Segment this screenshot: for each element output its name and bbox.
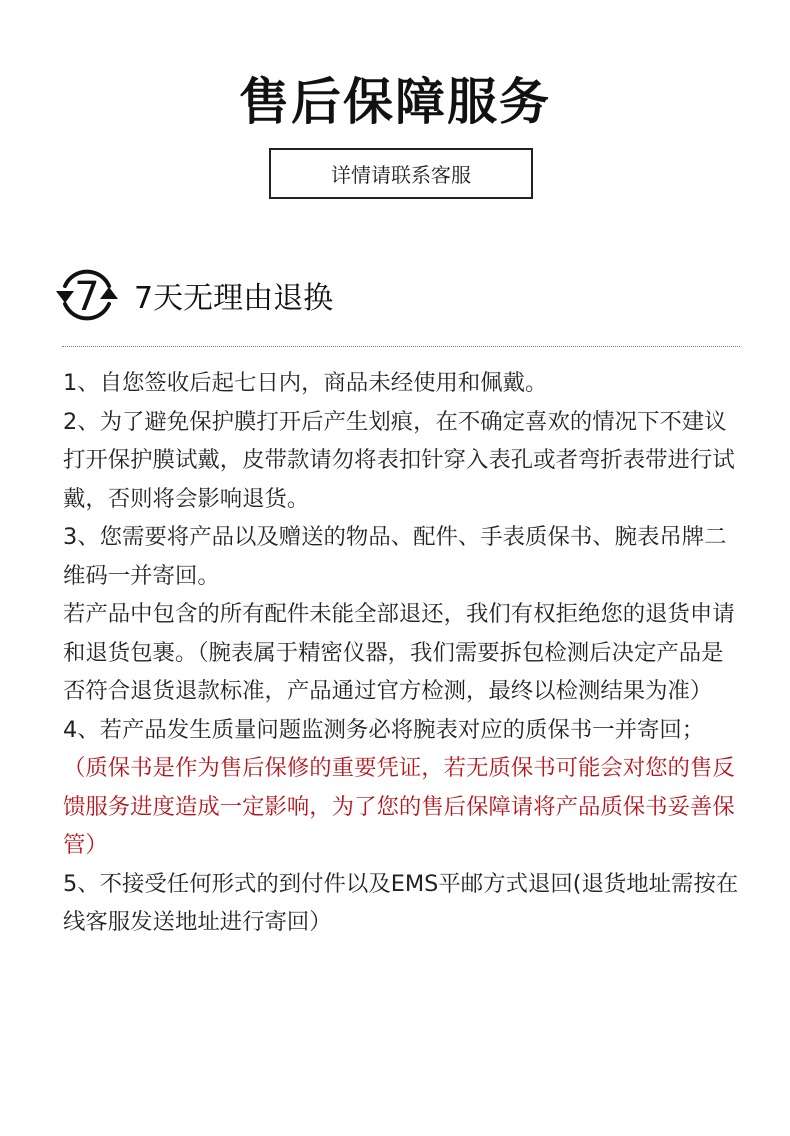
term-3: 3、您需要将产品以及赠送的物品、配件、手表质保书、腕表吊牌二维码一并寄回。	[63, 524, 727, 589]
contact-service-button[interactable]: 详情请联系客服	[269, 148, 533, 199]
term-2: 2、为了避免保护膜打开后产生划痕，在不确定喜欢的情况下不建议打开保护膜试戴，皮带款请勿将表扣针穿入表孔或者弯折表带进行试戴，否则将会影响退货。	[63, 408, 735, 512]
seven-day-return-icon	[52, 260, 122, 330]
term-3-note: 若产品中包含的所有配件未能全部退还，我们有权拒绝您的退货申请和退货包裹。（腕表属于精密仪器，我们需要拆包检测后决定产品是否符合退货退款标准，产品通过官方检测，最终以检测结果为准）	[63, 601, 735, 704]
seven-digit: 7	[74, 274, 100, 320]
page-title: 售后保障服务	[239, 73, 551, 131]
terms-content	[63, 364, 743, 942]
dotted-divider	[62, 346, 740, 347]
section-header	[52, 260, 333, 330]
term-4-warning: （质保书是作为售后保修的重要凭证，若无质保书可能会对您的售反馈服务进度造成一定影响，为了您的售后保障请将产品质保书妥善保管）	[63, 755, 735, 858]
term-5: 5、不接受任何形式的到付件以及EMS平邮方式退回(退货地址需按在线客服发送地址进行寄回）	[63, 870, 739, 935]
section-title: 7天无理由退换	[134, 281, 334, 316]
term-4: 4、若产品发生质量问题监测务必将腕表对应的质保书一并寄回；	[63, 716, 705, 743]
term-1: 1、自您签收后起七日内，商品未经使用和佩戴。	[63, 370, 548, 396]
